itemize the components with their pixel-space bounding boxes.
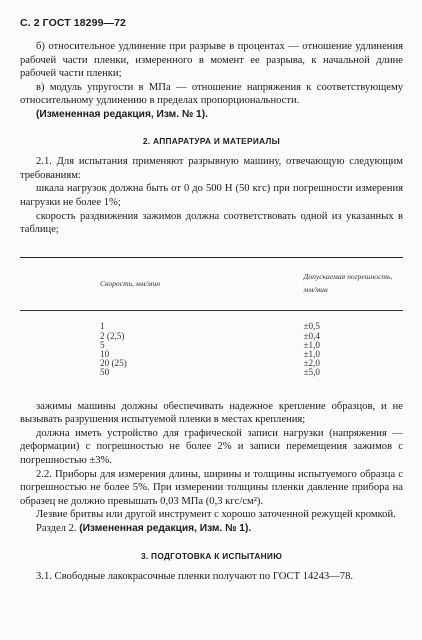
table-row <box>20 322 403 331</box>
section2-prefix: Раздел 2. <box>36 522 77 534</box>
table-row <box>20 341 403 350</box>
speed-table <box>20 257 403 378</box>
section-heading-3: 3. ПОДГОТОВКА К ИСПЫТАНИЮ <box>140 550 283 561</box>
paragraph-2-1: 2.1. Для испытания применяют разрывную машину, отвечающую следующим требованиям: <box>20 156 403 181</box>
paragraph-clamps: зажимы машины должны обеспечивать надежное крепление образцов, и не вызывать разрушения испытуемой пленки в местах крепления; <box>20 400 403 426</box>
page-header: С. 2 ГОСТ 18299—72 <box>20 17 126 29</box>
error-cell: ±1,0 <box>303 349 321 360</box>
speed-cell: 20 (25) <box>100 358 127 369</box>
speed-cell: 5 <box>100 339 105 350</box>
table-row <box>20 350 403 359</box>
error-cell: ±1,0 <box>303 339 321 350</box>
paragraph-speed: скорость раздвижения зажимов должна соответствовать одной из указанных в таблице; <box>20 210 403 236</box>
error-cell: ±0,4 <box>303 330 321 341</box>
speed-cell: 10 <box>100 349 110 360</box>
document-body <box>20 40 403 584</box>
paragraph-v: в) модуль упругости в МПа — отношение напряжения к соответствующему относительному удлинению в пределах пропорциональности. <box>20 81 403 107</box>
table-header-error: Допускаемая погрешность, мм/мин <box>212 257 404 310</box>
amendment-note-1: (Измененная редакция, Изм. № 1). <box>36 108 208 120</box>
table-row <box>20 332 403 341</box>
error-cell: ±2,0 <box>303 358 321 369</box>
paragraph-3-1: 3.1. Свободные лакокрасочные пленки получают по ГОСТ 14243—78. <box>36 571 354 583</box>
section-heading-2: 2. АППАРАТУРА И МАТЕРИАЛЫ <box>142 135 281 146</box>
table-header-speed: Скорость, мм/мин <box>20 257 212 310</box>
paragraph-section2-amend <box>20 522 403 536</box>
paragraph-blade: Лезвие бритвы или другой инструмент с хорошо заточенной режущей кромкой. <box>36 509 396 521</box>
table-row <box>20 359 403 368</box>
paragraph-2-2: 2.2. Приборы для измерения длины, ширины и толщины испытуемого образца с погрешностью не более 5%. При измерении толщины пленки давление прибора на образец не должно превышать 0,03 МПа (0,3 кгс/см²). <box>20 468 403 507</box>
paragraph-device: должна иметь устройство для графической записи нагрузки (напряжения — деформации) с погрешностью не более 2% и записи перемещения зажимов с погрешностью ±3%. <box>20 427 403 466</box>
speed-cell: 1 <box>100 321 105 332</box>
speed-cell: 2 (2,5) <box>100 330 125 341</box>
speed-cell: 50 <box>100 367 110 378</box>
table-row <box>20 368 403 377</box>
error-cell: ±5,0 <box>303 367 321 378</box>
paragraph-scale: шкала нагрузок должна быть от 0 до 500 Н (50 кгс) при погрешности измерения нагрузки не более 1%; <box>20 183 403 208</box>
error-cell: ±0,5 <box>303 321 321 332</box>
amendment-note-2: (Измененная редакция, Изм. № 1). <box>79 522 252 534</box>
paragraph-b: б) относительное удлинение при разрыве в процентах — отношение удлинения рабочей части пленки, измеренного в момент ее разрыва, к начальной длине рабочей части пленки; <box>20 41 403 80</box>
